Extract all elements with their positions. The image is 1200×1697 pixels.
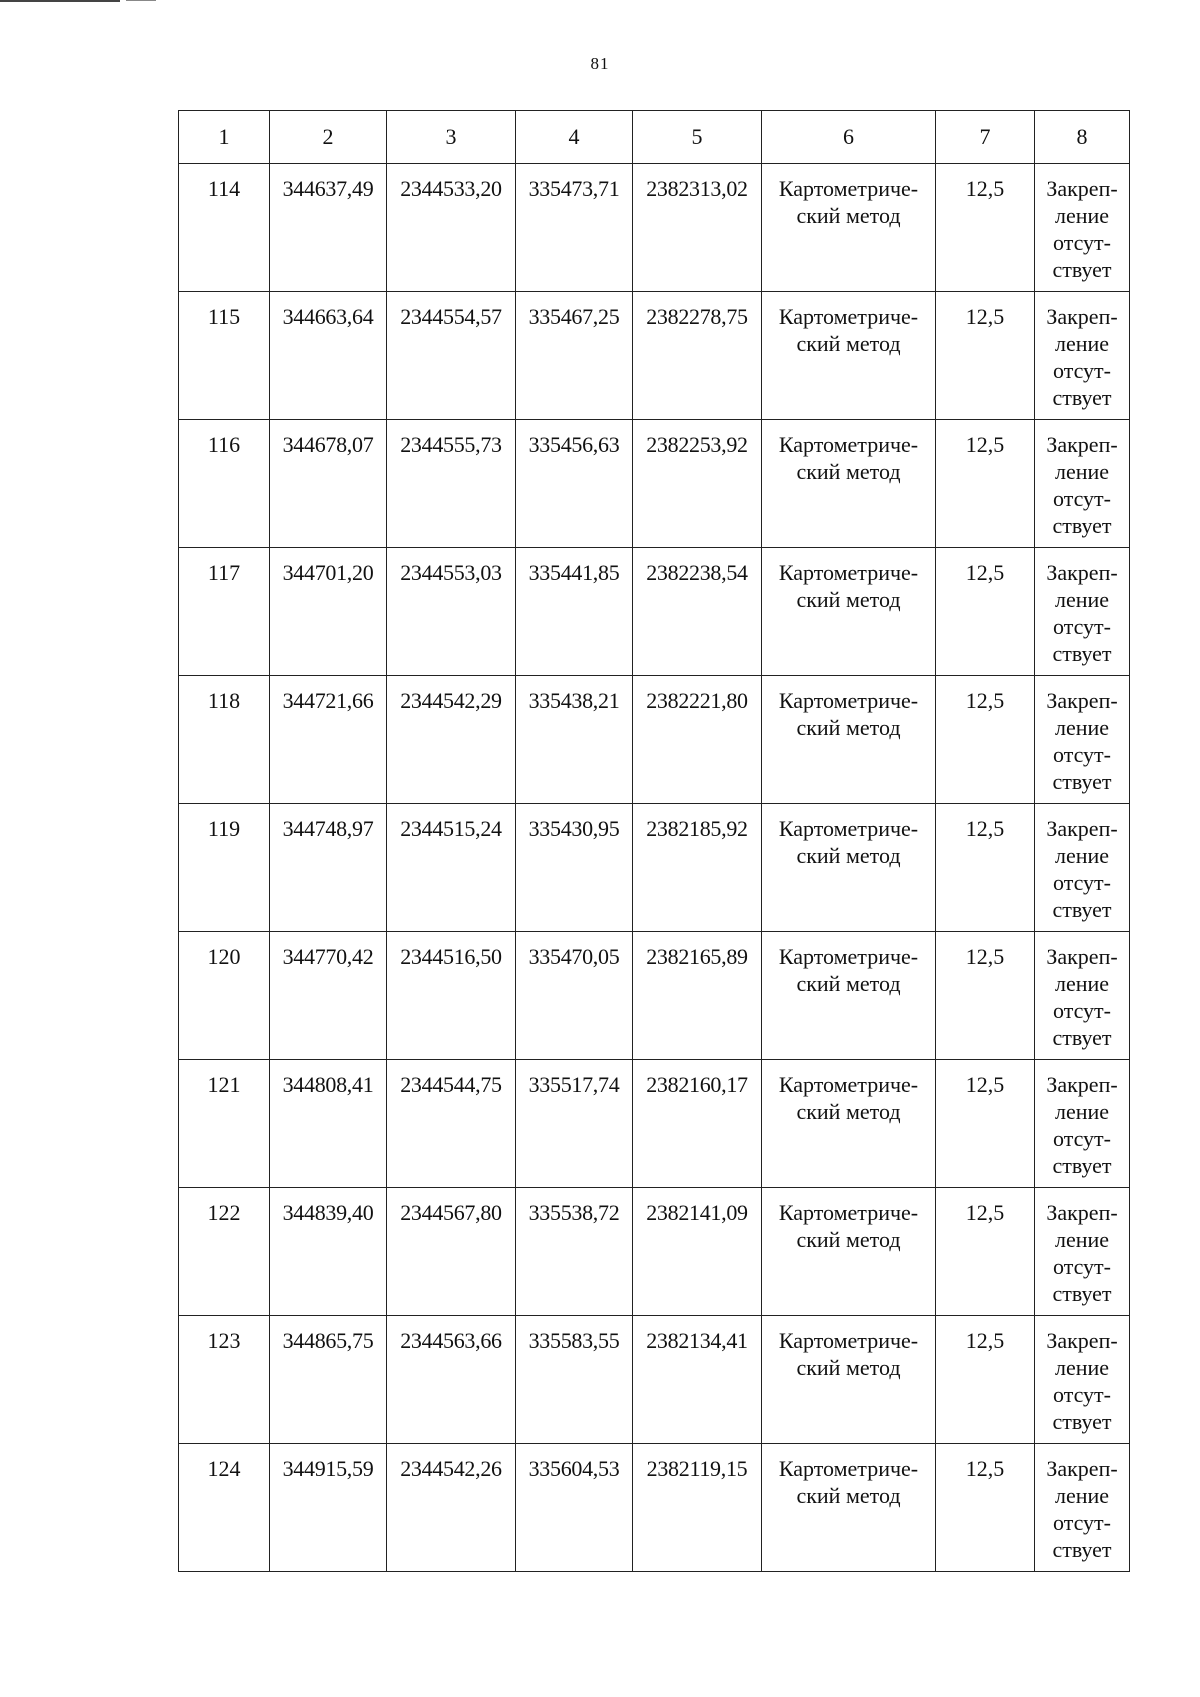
- method-cell: Картометриче- ский метод: [762, 548, 936, 676]
- coord-x2-cell: 335456,63: [516, 420, 633, 548]
- point-number-cell: 122: [179, 1188, 270, 1316]
- table-row: [179, 1316, 1130, 1444]
- method-cell: Картометриче- ский метод: [762, 1188, 936, 1316]
- coord-y2-cell: 2382119,15: [633, 1444, 762, 1572]
- fixing-cell: Закреп- ление отсут- ствует: [1035, 1444, 1130, 1572]
- method-cell: Картометриче- ский метод: [762, 804, 936, 932]
- table-row: [179, 292, 1130, 420]
- header-cell: 6: [762, 111, 936, 164]
- point-number-cell: 119: [179, 804, 270, 932]
- accuracy-cell: 12,5: [936, 804, 1035, 932]
- coord-y-cell: 2344515,24: [387, 804, 516, 932]
- coord-y-cell: 2344542,29: [387, 676, 516, 804]
- coord-y-cell: 2344554,57: [387, 292, 516, 420]
- fixing-cell: Закреп- ление отсут- ствует: [1035, 1188, 1130, 1316]
- header-cell: 7: [936, 111, 1035, 164]
- coord-x2-cell: 335538,72: [516, 1188, 633, 1316]
- coord-y-cell: 2344533,20: [387, 164, 516, 292]
- coord-y2-cell: 2382185,92: [633, 804, 762, 932]
- fixing-cell: Закреп- ление отсут- ствует: [1035, 932, 1130, 1060]
- coord-x2-cell: 335438,21: [516, 676, 633, 804]
- table-row: [179, 164, 1130, 292]
- accuracy-cell: 12,5: [936, 1188, 1035, 1316]
- coord-x2-cell: 335467,25: [516, 292, 633, 420]
- table-header-row: [179, 111, 1130, 164]
- method-cell: Картометриче- ский метод: [762, 164, 936, 292]
- coord-y2-cell: 2382313,02: [633, 164, 762, 292]
- point-number-cell: 116: [179, 420, 270, 548]
- coord-y-cell: 2344567,80: [387, 1188, 516, 1316]
- coord-y2-cell: 2382165,89: [633, 932, 762, 1060]
- fixing-cell: Закреп- ление отсут- ствует: [1035, 676, 1130, 804]
- point-number-cell: 115: [179, 292, 270, 420]
- method-cell: Картометриче- ский метод: [762, 1444, 936, 1572]
- coord-x-cell: 344839,40: [270, 1188, 387, 1316]
- header-cell: 4: [516, 111, 633, 164]
- scan-edge-mark-short: [126, 0, 156, 1]
- header-cell: 3: [387, 111, 516, 164]
- coord-x2-cell: 335473,71: [516, 164, 633, 292]
- method-cell: Картометриче- ский метод: [762, 1060, 936, 1188]
- coord-x-cell: 344915,59: [270, 1444, 387, 1572]
- scan-edge-mark: [0, 0, 120, 2]
- coord-y-cell: 2344516,50: [387, 932, 516, 1060]
- table-row: [179, 1444, 1130, 1572]
- method-cell: Картометриче- ский метод: [762, 676, 936, 804]
- coord-y2-cell: 2382238,54: [633, 548, 762, 676]
- coord-x-cell: 344748,97: [270, 804, 387, 932]
- table-row: [179, 420, 1130, 548]
- coord-x-cell: 344701,20: [270, 548, 387, 676]
- fixing-cell: Закреп- ление отсут- ствует: [1035, 1316, 1130, 1444]
- fixing-cell: Закреп- ление отсут- ствует: [1035, 292, 1130, 420]
- header-cell: 5: [633, 111, 762, 164]
- accuracy-cell: 12,5: [936, 164, 1035, 292]
- table-row: [179, 548, 1130, 676]
- coord-y2-cell: 2382141,09: [633, 1188, 762, 1316]
- point-number-cell: 117: [179, 548, 270, 676]
- coord-y2-cell: 2382134,41: [633, 1316, 762, 1444]
- method-cell: Картометриче- ский метод: [762, 292, 936, 420]
- coord-x-cell: 344663,64: [270, 292, 387, 420]
- fixing-cell: Закреп- ление отсут- ствует: [1035, 164, 1130, 292]
- coord-x2-cell: 335583,55: [516, 1316, 633, 1444]
- coord-x-cell: 344770,42: [270, 932, 387, 1060]
- coord-x-cell: 344678,07: [270, 420, 387, 548]
- accuracy-cell: 12,5: [936, 1316, 1035, 1444]
- point-number-cell: 124: [179, 1444, 270, 1572]
- coord-x-cell: 344721,66: [270, 676, 387, 804]
- fixing-cell: Закреп- ление отсут- ствует: [1035, 1060, 1130, 1188]
- fixing-cell: Закреп- ление отсут- ствует: [1035, 804, 1130, 932]
- coord-x2-cell: 335470,05: [516, 932, 633, 1060]
- header-cell: 2: [270, 111, 387, 164]
- fixing-cell: Закреп- ление отсут- ствует: [1035, 420, 1130, 548]
- point-number-cell: 121: [179, 1060, 270, 1188]
- coord-y-cell: 2344563,66: [387, 1316, 516, 1444]
- coord-y-cell: 2344542,26: [387, 1444, 516, 1572]
- point-number-cell: 118: [179, 676, 270, 804]
- table-row: [179, 676, 1130, 804]
- coord-x-cell: 344808,41: [270, 1060, 387, 1188]
- accuracy-cell: 12,5: [936, 932, 1035, 1060]
- point-number-cell: 114: [179, 164, 270, 292]
- coord-x2-cell: 335517,74: [516, 1060, 633, 1188]
- coord-x-cell: 344865,75: [270, 1316, 387, 1444]
- accuracy-cell: 12,5: [936, 676, 1035, 804]
- accuracy-cell: 12,5: [936, 292, 1035, 420]
- coord-x2-cell: 335441,85: [516, 548, 633, 676]
- method-cell: Картометриче- ский метод: [762, 932, 936, 1060]
- table-row: [179, 804, 1130, 932]
- coord-x2-cell: 335430,95: [516, 804, 633, 932]
- coord-y2-cell: 2382160,17: [633, 1060, 762, 1188]
- fixing-cell: Закреп- ление отсут- ствует: [1035, 548, 1130, 676]
- header-cell: 8: [1035, 111, 1130, 164]
- table-row: [179, 932, 1130, 1060]
- coord-x2-cell: 335604,53: [516, 1444, 633, 1572]
- coord-y-cell: 2344553,03: [387, 548, 516, 676]
- page-number: 81: [590, 54, 610, 73]
- header-cell: 1: [179, 111, 270, 164]
- coord-y-cell: 2344555,73: [387, 420, 516, 548]
- table-row: [179, 1188, 1130, 1316]
- method-cell: Картометриче- ский метод: [762, 1316, 936, 1444]
- coord-x-cell: 344637,49: [270, 164, 387, 292]
- coord-y-cell: 2344544,75: [387, 1060, 516, 1188]
- accuracy-cell: 12,5: [936, 548, 1035, 676]
- accuracy-cell: 12,5: [936, 1444, 1035, 1572]
- table-row: [179, 1060, 1130, 1188]
- accuracy-cell: 12,5: [936, 1060, 1035, 1188]
- coord-y2-cell: 2382278,75: [633, 292, 762, 420]
- method-cell: Картометриче- ский метод: [762, 420, 936, 548]
- point-number-cell: 123: [179, 1316, 270, 1444]
- coordinates-table: [178, 110, 1130, 1572]
- coord-y2-cell: 2382253,92: [633, 420, 762, 548]
- coord-y2-cell: 2382221,80: [633, 676, 762, 804]
- accuracy-cell: 12,5: [936, 420, 1035, 548]
- point-number-cell: 120: [179, 932, 270, 1060]
